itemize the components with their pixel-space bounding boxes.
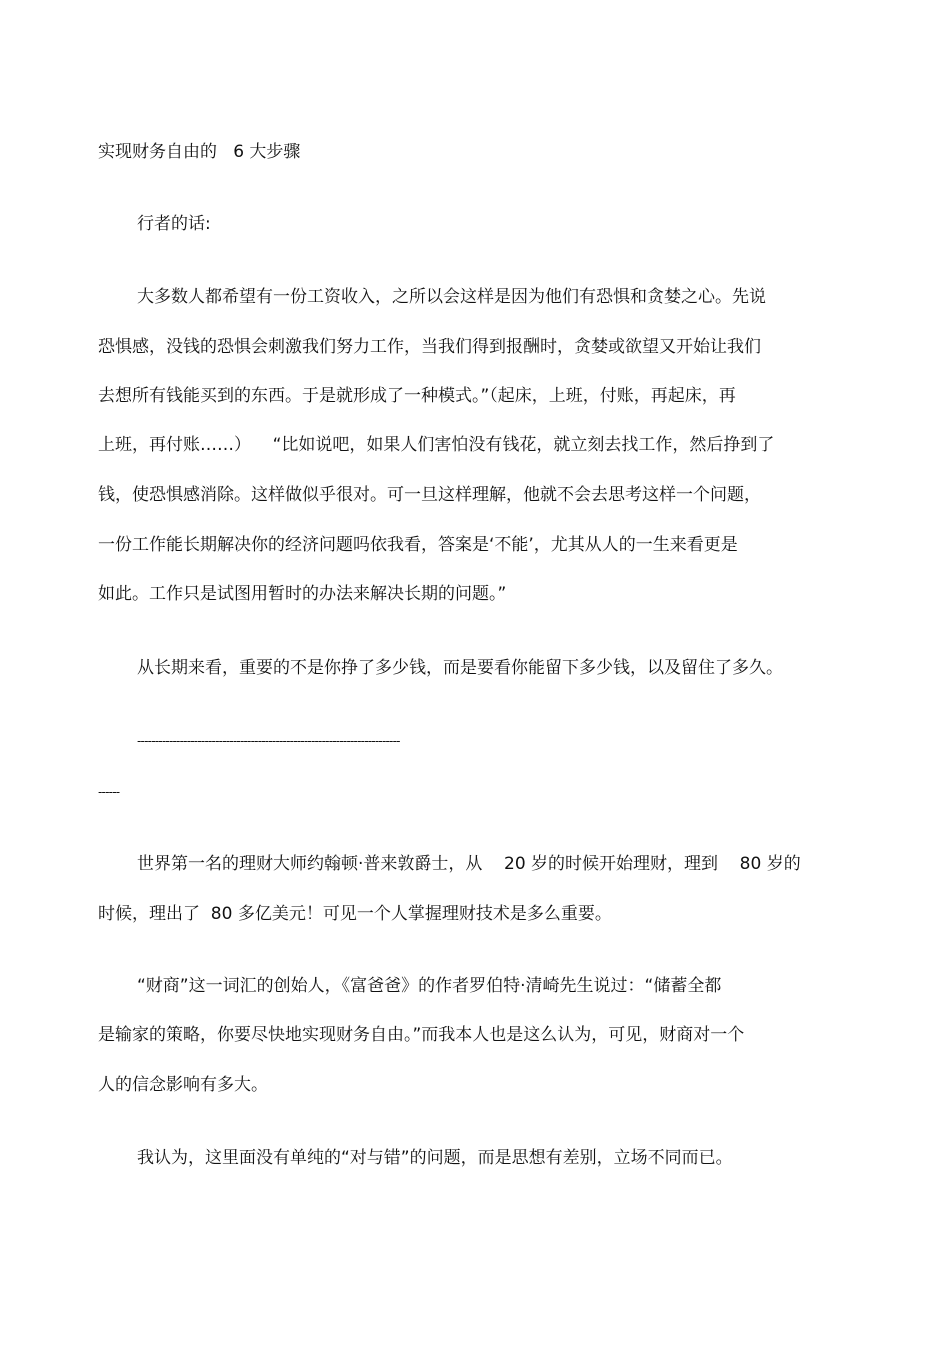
- paragraph-1-line-6: 一份工作能长期解决你的经济问题吗依我看，答案是‘不能’，尤其从人的一生来看更是: [98, 535, 738, 555]
- paragraph-1-line-4: 上班，再付账……） “比如说吧，如果人们害怕没有钱花，就立刻去找工作，然后挣到了: [98, 435, 775, 455]
- paragraph-1-line-1: 大多数人都希望有一份工资收入，之所以会这样是因为他们有恐惧和贪婪之心。先说: [137, 287, 766, 307]
- separator-line-2: ------: [98, 785, 120, 799]
- paragraph-1-line-3: 去想所有钱能买到的东西。于是就形成了一种模式。”（起床，上班，付账，再起床，再: [98, 386, 736, 406]
- paragraph-4-line-1: “财商”这一词汇的创始人，《富爸爸》的作者罗伯特·清崎先生说过：“储蓄全都: [137, 976, 722, 996]
- paragraph-2: 从长期来看，重要的不是你挣了多少钱，而是要看你能留下多少钱，以及留住了多久。: [137, 658, 783, 678]
- paragraph-3-line-2: 时候，理出了 80 多亿美元！可见一个人掌握理财技术是多么重要。: [98, 904, 612, 924]
- paragraph-1-line-7: 如此。工作只是试图用暂时的办法来解决长期的问题。”: [98, 584, 507, 604]
- paragraph-1-line-2: 恐惧感，没钱的恐惧会刺激我们努力工作，当我们得到报酬时，贪婪或欲望又开始让我们: [98, 337, 761, 357]
- paragraph-4-line-2: 是输家的策略，你要尽快地实现财务自由。”而我本人也是这么认为，可见，财商对一个: [98, 1025, 745, 1045]
- paragraph-3-line-1: 世界第一名的理财大师约翰顿·普来敦爵士，从 20 岁的时候开始理财，理到 80 岁的: [137, 854, 801, 874]
- paragraph-1-line-5: 钱，使恐惧感消除。这样做似乎很对。可一旦这样理解，他就不会去思考这样一个问题，: [98, 485, 761, 505]
- paragraph-5: 我认为，这里面没有单纯的“对与错”的问题，而是思想有差别，立场不同而已。: [137, 1148, 733, 1168]
- preface-heading: 行者的话:: [137, 214, 211, 234]
- document-title: 实现财务自由的 6 大步骤: [98, 142, 301, 162]
- paragraph-4-line-3: 人的信念影响有多大。: [98, 1075, 268, 1095]
- separator-line-1: --------------------------------------------------------------------------: [137, 734, 400, 748]
